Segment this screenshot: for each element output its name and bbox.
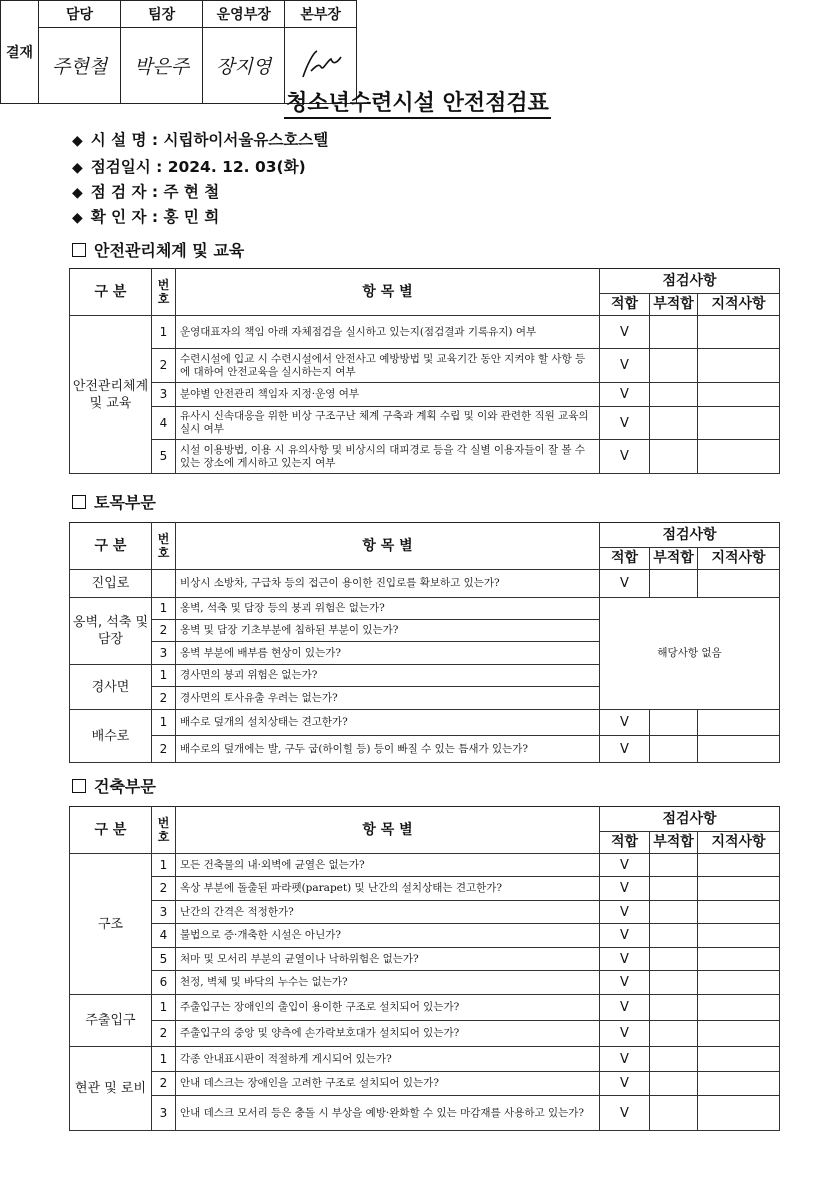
row-category: 경사면 [70, 665, 152, 710]
check-unsuitable [650, 901, 698, 924]
row-category: 진입로 [70, 570, 152, 598]
row-number: 1 [152, 598, 176, 620]
check-unsuitable [650, 1021, 698, 1047]
check-unsuitable [650, 854, 698, 877]
diamond-bullet-icon: ◆ [72, 133, 83, 149]
approval-header-division-head: 본부장 [285, 1, 357, 28]
check-remarks [698, 995, 780, 1021]
section-title-building: 건축부문 [72, 774, 156, 797]
section-title-safety: 안전관리체계 및 교육 [72, 238, 244, 261]
check-suitable: V [600, 349, 650, 383]
row-number: 1 [152, 710, 176, 736]
check-unsuitable [650, 971, 698, 995]
row-item: 옹벽 및 담장 기초부분에 침하된 부분이 있는가? [176, 620, 600, 642]
document-title: 청소년수련시설 안전점검표 [0, 86, 835, 117]
header-unsuitable: 부적합 [650, 548, 698, 570]
row-item: 모든 건축물의 내·외벽에 균열은 없는가? [176, 854, 600, 877]
row-item: 안내 데스크는 장애인을 고려한 구조로 설치되어 있는가? [176, 1072, 600, 1096]
table-row [70, 948, 780, 971]
header-item: 항 목 별 [176, 269, 600, 316]
check-remarks [698, 854, 780, 877]
row-item: 유사시 신속대응을 위한 비상 구조구난 체계 구축과 계획 수립 및 이와 관련한 직원 교육의 실시 여부 [176, 407, 600, 440]
check-suitable: V [600, 570, 650, 598]
check-suitable: V [600, 1096, 650, 1131]
header-item: 항 목 별 [176, 807, 600, 854]
check-suitable: V [600, 710, 650, 736]
diamond-bullet-icon: ◆ [72, 160, 83, 176]
row-item: 옹벽, 석축 및 담장 등의 붕괴 위험은 없는가? [176, 598, 600, 620]
row-category: 주출입구 [70, 995, 152, 1047]
checkbox-square-icon [72, 779, 86, 793]
signature-scribble-icon [297, 47, 345, 81]
table-row [70, 598, 780, 620]
check-unsuitable [650, 440, 698, 474]
check-remarks [698, 316, 780, 349]
checklist-table [69, 522, 780, 763]
row-number: 2 [152, 877, 176, 901]
approval-header-staff: 담당 [39, 1, 121, 28]
header-suitable: 적합 [600, 548, 650, 570]
check-suitable: V [600, 877, 650, 901]
signature-team-lead: 박은주 [121, 28, 203, 104]
row-item: 옹벽 부분에 배부름 현상이 있는가? [176, 642, 600, 665]
row-item: 옥상 부분에 돌출된 파라펫(parapet) 및 난간의 설치상태는 견고한가? [176, 877, 600, 901]
check-unsuitable [650, 736, 698, 763]
check-remarks [698, 948, 780, 971]
checkbox-square-icon [72, 243, 86, 257]
row-number: 2 [152, 349, 176, 383]
check-remarks [698, 1021, 780, 1047]
row-number: 1 [152, 1047, 176, 1072]
row-number: 3 [152, 901, 176, 924]
table-row [70, 570, 780, 598]
header-category: 구 분 [70, 807, 152, 854]
row-category: 배수로 [70, 710, 152, 763]
row-number: 1 [152, 995, 176, 1021]
table-row [70, 349, 780, 383]
checklist-table [69, 268, 780, 474]
row-item: 운영대표자의 책임 아래 자체점검을 실시하고 있는지(점검결과 기록유지) 여부 [176, 316, 600, 349]
check-suitable: V [600, 407, 650, 440]
table-row [70, 736, 780, 763]
table-row [70, 316, 780, 349]
table-row [70, 995, 780, 1021]
table-row [70, 1047, 780, 1072]
row-number: 6 [152, 971, 176, 995]
check-suitable: V [600, 948, 650, 971]
check-unsuitable [650, 1072, 698, 1096]
check-suitable: V [600, 1021, 650, 1047]
row-number: 3 [152, 1096, 176, 1131]
header-remarks: 지적사항 [698, 294, 780, 316]
row-number: 3 [152, 642, 176, 665]
check-unsuitable [650, 407, 698, 440]
row-item: 처마 및 모서리 부분의 균열이나 낙하위험은 없는가? [176, 948, 600, 971]
table-row [70, 924, 780, 948]
row-category: 안전관리체계 및 교육 [70, 316, 152, 474]
row-item: 배수로의 덮개에는 발, 구두 굽(하이힐 등) 등이 빠질 수 있는 틈새가 있는가? [176, 736, 600, 763]
check-unsuitable [650, 316, 698, 349]
diamond-bullet-icon: ◆ [72, 185, 83, 201]
check-suitable: V [600, 995, 650, 1021]
check-suitable: V [600, 854, 650, 877]
row-item: 천정, 벽체 및 바닥의 누수는 없는가? [176, 971, 600, 995]
check-unsuitable [650, 710, 698, 736]
header-remarks: 지적사항 [698, 832, 780, 854]
info-facility: ◆ 시 설 명 : 시립하이서울유스호스텔 [72, 131, 329, 149]
header-unsuitable: 부적합 [650, 832, 698, 854]
header-number: 번 호 [152, 269, 176, 316]
signature-ops-manager: 장지영 [203, 28, 285, 104]
check-remarks [698, 440, 780, 474]
table-row [70, 901, 780, 924]
header-number: 번 호 [152, 807, 176, 854]
header-remarks: 지적사항 [698, 548, 780, 570]
check-suitable: V [600, 1047, 650, 1072]
check-unsuitable [650, 877, 698, 901]
row-number: 2 [152, 1072, 176, 1096]
row-category: 구조 [70, 854, 152, 995]
checklist-table [69, 806, 780, 1131]
row-item: 주출입구의 중앙 및 양측에 손가락보호대가 설치되어 있는가? [176, 1021, 600, 1047]
table-row [70, 440, 780, 474]
header-unsuitable: 부적합 [650, 294, 698, 316]
check-remarks [698, 971, 780, 995]
row-item: 난간의 간격은 적정한가? [176, 901, 600, 924]
check-unsuitable [650, 349, 698, 383]
header-category: 구 분 [70, 269, 152, 316]
row-number [152, 570, 176, 598]
row-number: 3 [152, 383, 176, 407]
row-number: 1 [152, 316, 176, 349]
table-row [70, 1021, 780, 1047]
table-row [70, 854, 780, 877]
header-number: 번 호 [152, 523, 176, 570]
row-number: 1 [152, 854, 176, 877]
row-number: 5 [152, 440, 176, 474]
check-remarks [698, 383, 780, 407]
table-row [70, 877, 780, 901]
row-item: 경사면의 토사유출 우려는 없는가? [176, 687, 600, 710]
diamond-bullet-icon: ◆ [72, 210, 83, 226]
table-row [70, 971, 780, 995]
row-number: 2 [152, 687, 176, 710]
row-number: 1 [152, 665, 176, 687]
check-suitable: V [600, 1072, 650, 1096]
row-item: 불법으로 증·개축한 시설은 아닌가? [176, 924, 600, 948]
check-remarks [698, 924, 780, 948]
row-category: 옹벽, 석축 및 담장 [70, 598, 152, 665]
row-item: 배수로 덮개의 설치상태는 견고한가? [176, 710, 600, 736]
table-row [70, 1096, 780, 1131]
info-date: ◆ 점검일시 : 2024. 12. 03(화) [72, 158, 306, 176]
not-applicable-note: 해당사항 없음 [600, 598, 780, 710]
row-item: 수련시설에 입교 시 수련시설에서 안전사고 예방방법 및 교육기간 동안 지켜야 할 사항 등에 대하여 안전교육을 실시하는지 여부 [176, 349, 600, 383]
row-item: 시설 이용방법, 이용 시 유의사항 및 비상시의 대피경로 등을 각 실별 이용자들이 잘 볼 수 있는 장소에 게시하고 있는지 여부 [176, 440, 600, 474]
row-number: 4 [152, 407, 176, 440]
table-row [70, 710, 780, 736]
row-number: 2 [152, 620, 176, 642]
row-item: 분야별 안전관리 책임자 지정·운영 여부 [176, 383, 600, 407]
approval-header-team-lead: 팀장 [121, 1, 203, 28]
row-number: 4 [152, 924, 176, 948]
info-inspector: ◆ 점 검 자 : 주 현 철 [72, 183, 220, 201]
check-remarks [698, 1072, 780, 1096]
check-suitable: V [600, 383, 650, 407]
header-item: 항 목 별 [176, 523, 600, 570]
header-check-group: 점검사항 [600, 269, 780, 294]
check-remarks [698, 407, 780, 440]
check-remarks [698, 570, 780, 598]
check-unsuitable [650, 995, 698, 1021]
check-unsuitable [650, 1047, 698, 1072]
row-number: 2 [152, 1021, 176, 1047]
header-suitable: 적합 [600, 832, 650, 854]
check-remarks [698, 710, 780, 736]
header-check-group: 점검사항 [600, 807, 780, 832]
check-suitable: V [600, 901, 650, 924]
check-remarks [698, 736, 780, 763]
row-category: 현관 및 로비 [70, 1047, 152, 1131]
table-row [70, 383, 780, 407]
checkbox-square-icon [72, 495, 86, 509]
check-remarks [698, 901, 780, 924]
check-unsuitable [650, 570, 698, 598]
header-check-group: 점검사항 [600, 523, 780, 548]
check-suitable: V [600, 971, 650, 995]
row-item: 안내 데스크 모서리 등은 충돌 시 부상을 예방·완화할 수 있는 마감재를 사용하고 있는가? [176, 1096, 600, 1131]
check-remarks [698, 1047, 780, 1072]
signature-staff: 주현철 [39, 28, 121, 104]
check-suitable: V [600, 316, 650, 349]
approval-label: 결재 [1, 1, 39, 104]
header-category: 구 분 [70, 523, 152, 570]
table-row [70, 1072, 780, 1096]
row-number: 5 [152, 948, 176, 971]
section-title-civil: 토목부문 [72, 490, 156, 513]
check-suitable: V [600, 440, 650, 474]
info-confirmer: ◆ 확 인 자 : 홍 민 희 [72, 208, 220, 226]
check-remarks [698, 877, 780, 901]
table-row [70, 407, 780, 440]
check-unsuitable [650, 924, 698, 948]
approval-header-ops-manager: 운영부장 [203, 1, 285, 28]
row-item: 비상시 소방차, 구급차 등의 접근이 용이한 진입로를 확보하고 있는가? [176, 570, 600, 598]
check-suitable: V [600, 736, 650, 763]
check-unsuitable [650, 1096, 698, 1131]
check-unsuitable [650, 383, 698, 407]
check-remarks [698, 349, 780, 383]
row-item: 주출입구는 장애인의 출입이 용이한 구조로 설치되어 있는가? [176, 995, 600, 1021]
check-remarks [698, 1096, 780, 1131]
header-suitable: 적합 [600, 294, 650, 316]
row-number: 2 [152, 736, 176, 763]
row-item: 각종 안내표시판이 적절하게 게시되어 있는가? [176, 1047, 600, 1072]
check-suitable: V [600, 924, 650, 948]
row-item: 경사면의 붕괴 위험은 없는가? [176, 665, 600, 687]
check-unsuitable [650, 948, 698, 971]
